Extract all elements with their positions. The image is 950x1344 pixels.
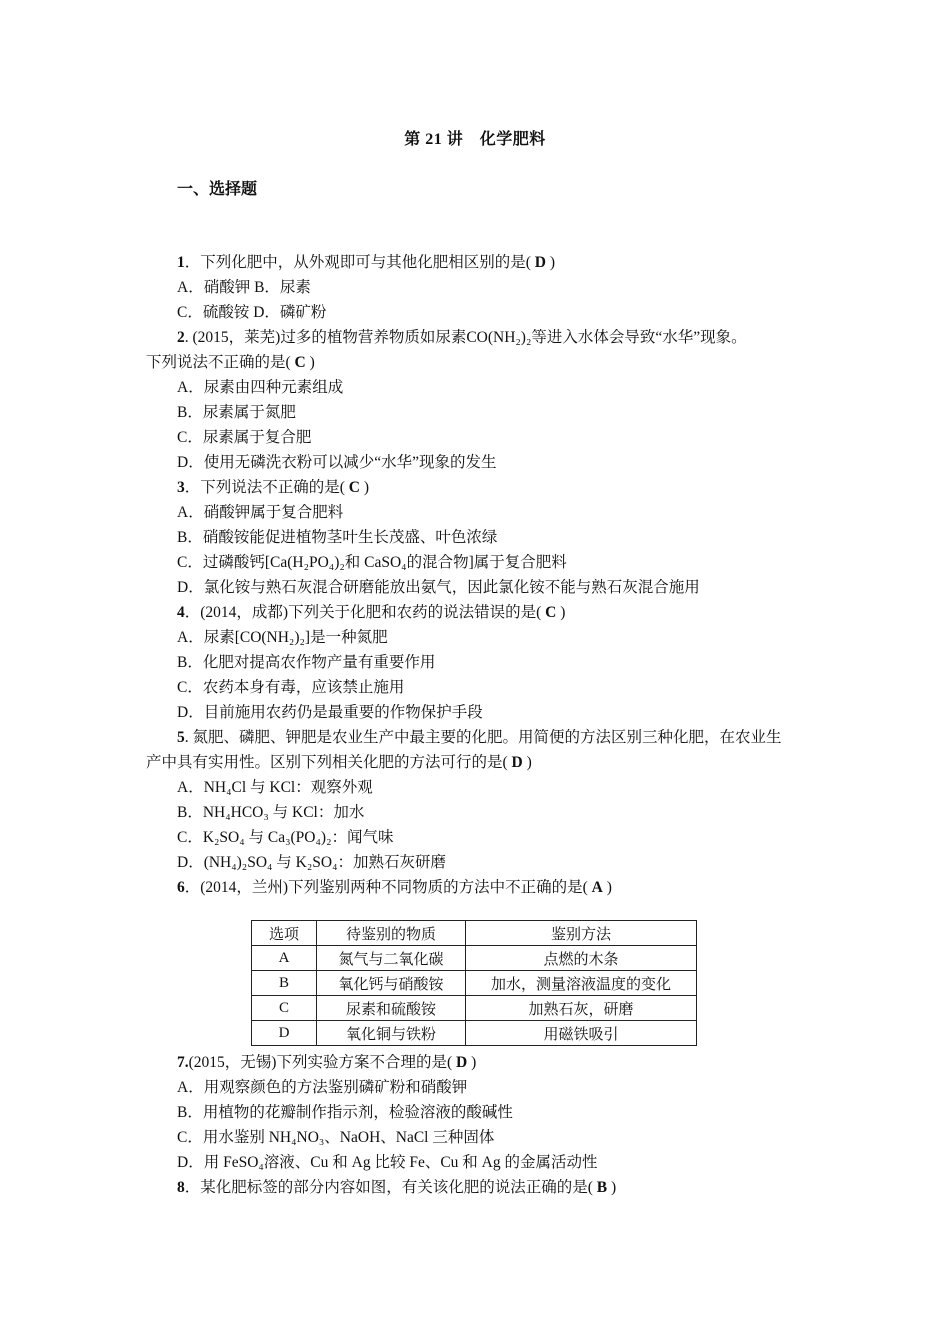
option: C．农药本身有毒，应该禁止施用 [177,679,405,696]
table-header: 选项 [252,921,317,946]
option: B．硝酸铵能促进植物茎叶生长茂盛、叶色浓绿 [177,529,498,546]
option: D．使用无磷洗衣粉可以减少“水华”现象的发生 [177,454,497,471]
option: B．化肥对提高农作物产量有重要作用 [177,654,436,671]
option: A．尿素由四种元素组成 [177,379,344,396]
question-3: 3．下列说法不正确的是( C ) [177,479,370,496]
table-cell: B [252,971,317,996]
option: C．K₂SO₄ 与 Ca₃(PO₄)₂：闻气味 [177,829,394,846]
option: A．硝酸钾属于复合肥料 [177,504,344,521]
answer: C [545,604,557,621]
section-heading: 一、选择题 [177,181,258,198]
option: A．用观察颜色的方法鉴别磷矿粉和硝酸钾 [177,1079,468,1096]
option: C．用水鉴别 NH₄NO₃、NaOH、NaCl 三种固体 [177,1129,495,1146]
option: B．用植物的花瓣制作指示剂，检验溶液的酸碱性 [177,1104,513,1121]
table-cell: 点燃的木条 [466,946,697,971]
table-cell: C [252,996,317,1021]
table-cell: D [252,1021,317,1046]
table-cell: 氮气与二氧化碳 [317,946,466,971]
table-cell: 氧化钙与硝酸铵 [317,971,466,996]
question-2: 2. (2015，莱芜)过多的植物营养物质如尿素CO(NH₂)₂等进入水体会导致“水华”现象。 [177,329,747,346]
option: B．尿素属于氮肥 [177,404,296,421]
question-7: 7.(2015，无锡)下列实验方案不合理的是( D ) [177,1054,477,1071]
option: D．(NH₄)₂SO₄ 与 K₂SO₄：加熟石灰研磨 [177,854,446,871]
table-cell: 加水，测量溶液温度的变化 [466,971,697,996]
answer: B [596,1179,608,1196]
option: D．用 FeSO₄溶液、Cu 和 Ag 比较 Fe、Cu 和 Ag 的金属活动性 [177,1154,598,1171]
table-row [252,946,697,971]
answer: D [456,1054,468,1071]
answer: C [294,354,306,371]
question-5-cont: 产中具有实用性。区别下列相关化肥的方法可行的是( D ) [146,754,532,771]
answer: D [511,754,523,771]
table-cell: 加熟石灰，研磨 [466,996,697,1021]
table-row [252,996,697,1021]
option: A．硝酸钾 B．尿素 [177,279,311,296]
option: B．NH₄HCO₃ 与 KCl：加水 [177,804,365,821]
option: A．尿素[CO(NH₂)₂]是一种氮肥 [177,629,388,646]
option: C．硫酸铵 D．磷矿粉 [177,304,327,321]
question-5: 5. 氮肥、磷肥、钾肥是农业生产中最主要的化肥。用简便的方法区别三种化肥，在农业生 [177,729,782,746]
table-cell: 氧化铜与铁粉 [317,1021,466,1046]
table-row [252,971,697,996]
question-8: 8．某化肥标签的部分内容如图，有关该化肥的说法正确的是( B ) [177,1179,617,1196]
table-header: 鉴别方法 [466,921,697,946]
question-1: 1．下列化肥中，从外观即可与其他化肥相区别的是( D ) [177,254,556,271]
identification-table [251,920,697,1046]
option: D．氯化铵与熟石灰混合研磨能放出氨气，因此氯化铵不能与熟石灰混合施用 [177,579,700,596]
option: C．过磷酸钙[Ca(H₂PO₄)₂和 CaSO₄的混合物]属于复合肥料 [177,554,567,571]
answer: A [591,879,603,896]
question-6: 6．(2014，兰州)下列鉴别两种不同物质的方法中不正确的是( A ) [177,879,612,896]
table-header-row [252,921,697,946]
table-header: 待鉴别的物质 [317,921,466,946]
option: A．NH₄Cl 与 KCl：观察外观 [177,779,373,796]
question-2-cont: 下列说法不正确的是( C ) [146,354,315,371]
table-cell: 尿素和硫酸铵 [317,996,466,1021]
table-cell: A [252,946,317,971]
answer: C [348,479,360,496]
option: D．目前施用农药仍是最重要的作物保护手段 [177,704,483,721]
questions-block [146,250,826,900]
table-row [252,1021,697,1046]
question-4: 4．(2014，成都)下列关于化肥和农药的说法错误的是( C ) [177,604,566,621]
option: C．尿素属于复合肥 [177,429,312,446]
page-title: 第 21 讲 化学肥料 [404,131,546,148]
questions-block-2 [146,1050,826,1200]
answer: D [534,254,546,271]
table-cell: 用磁铁吸引 [466,1021,697,1046]
